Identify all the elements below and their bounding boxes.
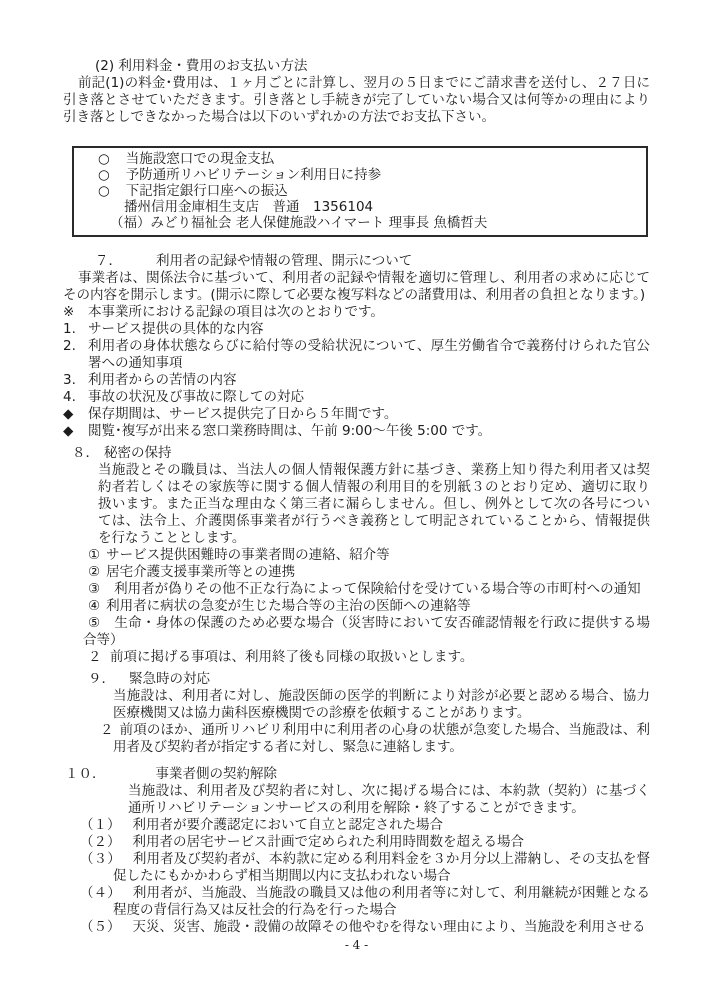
section8-number: ８． bbox=[72, 445, 99, 461]
record-list-item bbox=[63, 338, 650, 372]
circle-bullet-icon: ○ bbox=[98, 151, 110, 167]
diamond-icon: ◆ bbox=[63, 423, 74, 439]
item-text: 居宅介護支援事業所等との連携 bbox=[106, 564, 296, 580]
circled-number-icon: ⑤ bbox=[88, 615, 101, 631]
section9-title: 緊急時の対応 bbox=[129, 671, 210, 687]
section7-heading bbox=[95, 253, 650, 270]
payment-method-body: 前記(1)の料金･費用は、１ヶ月ごとに計算し、翌月の５日までにご請求書を送付し、２７日に引き落とさせていただきます。引き落とし手続きが完了していない場合又は何等かの理由により引き落としできなかった場合は以下のいずれかの方法でお支払下さい。 bbox=[63, 75, 650, 125]
section8-body: 当施設とその職員は、当法人の個人情報保護方針に基づき、業務上知り得た利用者又は契約者若しくはその家族等に関する個人情報の利用目的を別紙３のとおり定め、適切に取り扱います。また正当な理由なく第三者に漏らしません。但し、例外として次の各号については、法令上、介護関係事業者が行うべき義務として明記されていることから、情報提供を行なうこととします。 bbox=[98, 462, 650, 546]
circled-number-icon: ③ bbox=[88, 581, 101, 597]
payment-method-heading: (2) 利用料金・費用のお支払い方法 bbox=[95, 58, 308, 74]
item-text: 利用者が偽りその他不正な行為によって保険給付を受けている場合等の市町村への通知 bbox=[114, 581, 641, 597]
payment-option bbox=[82, 167, 638, 183]
item-number: 1. bbox=[63, 321, 76, 337]
payment-option-label: 下記指定銀行口座への振込 bbox=[125, 183, 288, 199]
termination-case-item bbox=[80, 851, 651, 885]
section10-heading bbox=[65, 766, 650, 783]
section9-paragraph2 bbox=[100, 722, 650, 756]
page-content bbox=[63, 58, 650, 953]
paragraph-number: ２ bbox=[100, 722, 114, 738]
item-text: 利用者の身体状態ならびに給付等の受給状況について、厚生労働省令で義務付けられた官公署への通知事項 bbox=[88, 338, 650, 371]
payment-option bbox=[82, 151, 638, 167]
record-list-item bbox=[63, 321, 650, 338]
section9-body: 当施設は、利用者に対し、施設医師の医学的判断により対診が必要と認める場合、協力医療機関又は協力歯科医療機関での診療を依頼することがあります。 bbox=[113, 688, 650, 721]
section7-number: ７． bbox=[95, 253, 122, 269]
section8-paragraph2 bbox=[88, 649, 650, 666]
circled-number-icon: ④ bbox=[88, 598, 101, 614]
exception-item bbox=[88, 564, 650, 581]
exception-item bbox=[88, 598, 650, 615]
exception-item bbox=[83, 615, 650, 649]
section7-note bbox=[63, 304, 650, 321]
payment-option-label: 当施設窓口での現金支払 bbox=[125, 151, 275, 167]
paragraph-text: 前項に掲げる事項は、利用終了後も同様の取扱いとします。 bbox=[110, 649, 474, 665]
section7-body: 事業者は、関係法令に基づいて、利用者の記録や情報を適切に管理し、利用者の求めに応じてその内容を開示します。(開示に際して必要な複写料などの諸費用は、利用者の負担となります。) bbox=[63, 270, 650, 303]
section7-title: 利用者の記録や情報の管理、開示について bbox=[156, 253, 413, 269]
termination-case-item bbox=[80, 885, 650, 919]
paragraph-text: 前項のほか、通所リハビリ利用中に利用者の心身の状態が急変した場合、当施設は、利用者及び契約者が指定する者に対し、緊急に連絡します。 bbox=[113, 722, 650, 755]
item-number: 4. bbox=[63, 389, 76, 405]
item-text: サービス提供の具体的な内容 bbox=[88, 321, 264, 337]
circled-number-icon: ① bbox=[88, 547, 101, 563]
record-list-item bbox=[63, 389, 650, 406]
diamond-icon: ◆ bbox=[63, 406, 74, 422]
bullet-text: 閲覧･複写が出来る窓口業務時間は、午前 9:00～午後 5:00 です。 bbox=[88, 423, 492, 439]
item-text: 事故の状況及び事故に際しての対応 bbox=[88, 389, 304, 405]
page-number: - 4 - bbox=[344, 938, 369, 952]
diamond-bullet-item bbox=[63, 406, 650, 423]
section9-heading bbox=[88, 671, 650, 688]
item-text: 生命・身体の保護のため必要な場合（災害時において安否確認情報を行政に提供する場合等） bbox=[83, 615, 650, 648]
termination-case-item bbox=[80, 834, 650, 851]
item-text: 利用者に病状の急変が生じた場合等の主治の医師への連絡等 bbox=[106, 598, 471, 614]
item-text: 利用者が要介護認定において自立と認定された場合 bbox=[132, 817, 443, 833]
item-text: 天災、災害、施設・設備の故障その他やむを得ない理由により、当施設を利用させる bbox=[132, 919, 646, 935]
payment-option bbox=[82, 183, 638, 199]
exception-item bbox=[88, 547, 650, 564]
item-number: （２） bbox=[80, 834, 121, 850]
termination-case-item bbox=[80, 817, 650, 834]
section8-heading bbox=[72, 445, 650, 462]
item-number: （３） bbox=[80, 851, 121, 867]
bank-holder-line: （福）みどり福祉会 老人保健施設ハイマート 理事長 魚橋哲夫 bbox=[110, 215, 488, 231]
bank-account-line: 播州信用金庫相生支店 普通 1356104 bbox=[124, 199, 374, 215]
item-number: 2. bbox=[63, 338, 76, 354]
payment-options-box bbox=[72, 146, 648, 237]
record-list-item bbox=[63, 372, 650, 389]
note-text: 本事業所における記録の項目は次のとおりです。 bbox=[88, 304, 384, 320]
item-text: 利用者が、当施設、当施設の職員又は他の利用者等に対して、利用継続が困難となる程度の背信行為又は反社会的行為を行った場合 bbox=[113, 885, 650, 918]
section10-title: 事業者側の契約解除 bbox=[155, 766, 277, 782]
item-text: 利用者からの苦情の内容 bbox=[88, 372, 237, 388]
paragraph-number: ２ bbox=[88, 649, 102, 665]
circled-number-icon: ② bbox=[88, 564, 101, 580]
item-number: 3. bbox=[63, 372, 76, 388]
section9-number: ９． bbox=[88, 671, 115, 687]
item-number: （５） bbox=[80, 919, 121, 935]
item-number: （４） bbox=[80, 885, 121, 901]
item-text: 利用者及び契約者が、本約款に定める利用料金を３か月分以上滞納し、その支払を督促したにもかかわらず相当期間以内に支払われない場合 bbox=[113, 851, 651, 884]
exception-item bbox=[88, 581, 650, 598]
section8-title: 秘密の保持 bbox=[104, 445, 172, 461]
termination-case-item bbox=[80, 919, 650, 936]
section10-number: １０． bbox=[65, 766, 106, 782]
payment-option-label: 予防通所リハビリテーション利用日に持参 bbox=[125, 167, 382, 183]
diamond-bullet-item bbox=[63, 423, 650, 440]
bullet-text: 保存期間は、サービス提供完了日から５年間です。 bbox=[88, 406, 398, 422]
item-number: （１） bbox=[80, 817, 121, 833]
section10-body: 当施設は、利用者及び契約者に対し、次に掲げる場合には、本約款（契約）に基づく通所リハビリテーションサービスの利用を解除・終了することができます。 bbox=[128, 783, 650, 816]
item-text: 利用者の居宅サービス計画で定められた利用時間数を超える場合 bbox=[132, 834, 524, 850]
circle-bullet-icon: ○ bbox=[98, 167, 110, 183]
note-marker: ※ bbox=[63, 304, 75, 320]
circle-bullet-icon: ○ bbox=[98, 183, 110, 199]
item-text: サービス提供困難時の事業者間の連絡、紹介等 bbox=[106, 547, 390, 563]
